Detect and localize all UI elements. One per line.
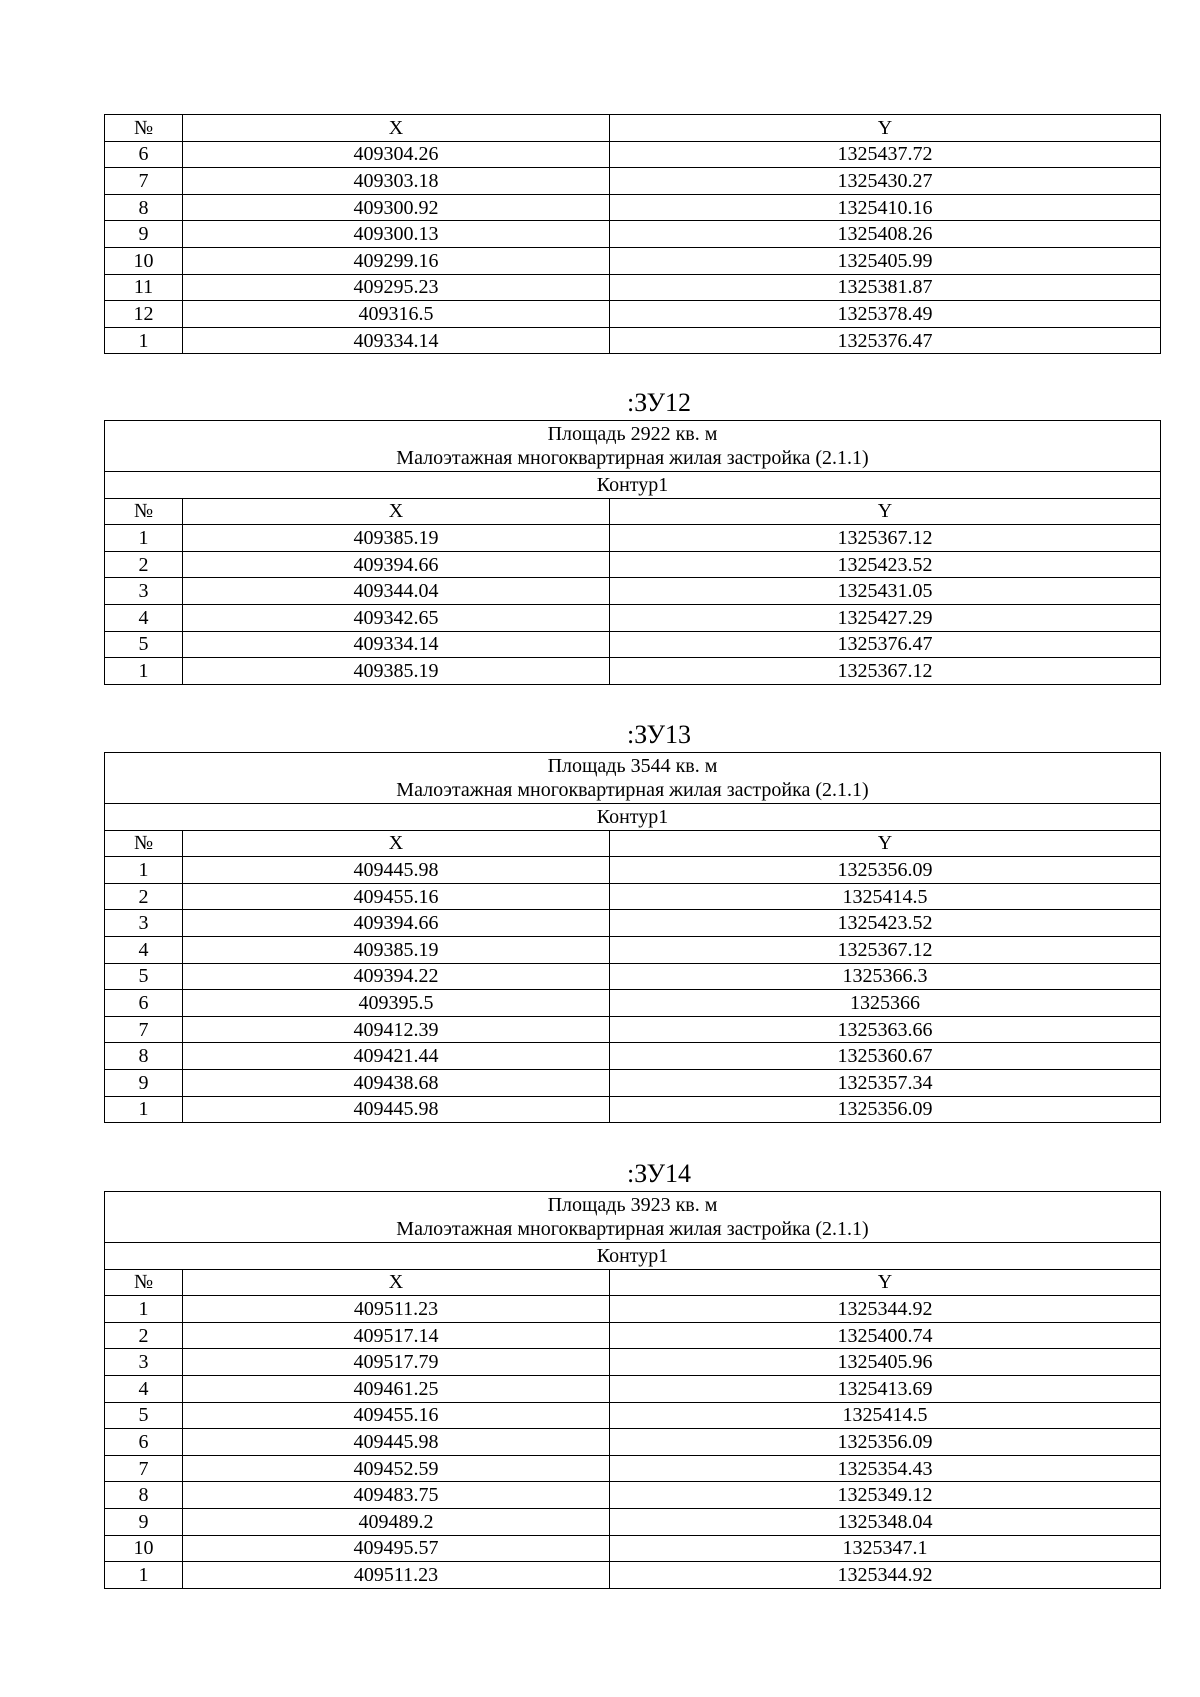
y-value: 1325366	[610, 990, 1161, 1017]
table-row	[105, 883, 1161, 910]
table-row	[105, 1535, 1161, 1562]
point-number: 7	[105, 1455, 183, 1482]
y-value: 1325354.43	[610, 1455, 1161, 1482]
y-value: 1325423.52	[610, 551, 1161, 578]
y-value: 1325400.74	[610, 1322, 1161, 1349]
x-value: 409421.44	[183, 1043, 610, 1070]
column-header-x: X	[183, 1269, 610, 1296]
point-number: 5	[105, 1402, 183, 1429]
point-number: 6	[105, 141, 183, 168]
parcel-info-row	[105, 1192, 1161, 1243]
parcel-table	[104, 1191, 1160, 1589]
y-value: 1325366.3	[610, 963, 1161, 990]
table-row	[105, 301, 1161, 328]
y-value: 1325408.26	[610, 221, 1161, 248]
point-number: 1	[105, 1096, 183, 1123]
x-value: 409489.2	[183, 1508, 610, 1535]
point-number: 5	[105, 963, 183, 990]
column-header-number: №	[105, 498, 183, 525]
table-row	[105, 1562, 1161, 1589]
x-value: 409299.16	[183, 247, 610, 274]
x-value: 409342.65	[183, 604, 610, 631]
point-number: 7	[105, 168, 183, 195]
point-number: 5	[105, 631, 183, 658]
x-value: 409303.18	[183, 168, 610, 195]
contour-label: Контур1	[105, 472, 1161, 499]
table-header-row	[105, 115, 1161, 142]
point-number: 10	[105, 247, 183, 274]
y-value: 1325437.72	[610, 141, 1161, 168]
x-value: 409483.75	[183, 1482, 610, 1509]
x-value: 409445.98	[183, 1096, 610, 1123]
y-value: 1325410.16	[610, 194, 1161, 221]
point-number: 2	[105, 551, 183, 578]
column-header-number: №	[105, 1269, 183, 1296]
y-value: 1325356.09	[610, 1096, 1161, 1123]
point-number: 6	[105, 1429, 183, 1456]
x-value: 409334.14	[183, 327, 610, 354]
coordinates-table-continued	[104, 114, 1160, 354]
y-value: 1325414.5	[610, 883, 1161, 910]
table-row	[105, 194, 1161, 221]
point-number: 4	[105, 604, 183, 631]
y-value: 1325376.47	[610, 327, 1161, 354]
x-value: 409344.04	[183, 578, 610, 605]
table-row	[105, 274, 1161, 301]
parcel-land-use: Малоэтажная многоквартирная жилая застройка (2.1.1)	[396, 779, 869, 801]
point-number: 10	[105, 1535, 183, 1562]
table-row	[105, 1375, 1161, 1402]
point-number: 3	[105, 1349, 183, 1376]
table-row	[105, 247, 1161, 274]
point-number: 1	[105, 327, 183, 354]
x-value: 409385.19	[183, 658, 610, 685]
y-value: 1325414.5	[610, 1402, 1161, 1429]
table-row	[105, 1349, 1161, 1376]
contour-label: Контур1	[105, 1243, 1161, 1270]
table-row	[105, 1429, 1161, 1456]
x-value: 409495.57	[183, 1535, 610, 1562]
column-header-number: №	[105, 830, 183, 857]
table-row	[105, 551, 1161, 578]
y-value: 1325363.66	[610, 1016, 1161, 1043]
table-row	[105, 658, 1161, 685]
point-number: 3	[105, 910, 183, 937]
parcel-land-use: Малоэтажная многоквартирная жилая застройка (2.1.1)	[396, 1218, 869, 1240]
x-value: 409445.98	[183, 857, 610, 884]
table-row	[105, 1069, 1161, 1096]
x-value: 409385.19	[183, 525, 610, 552]
parcel-area: Площадь 3923 кв. м	[547, 1194, 718, 1216]
point-number: 4	[105, 1375, 183, 1402]
parcel-info-cell	[105, 1192, 1161, 1243]
column-header-y: Y	[610, 115, 1161, 142]
y-value: 1325356.09	[610, 1429, 1161, 1456]
contour-row	[105, 472, 1161, 499]
table-row	[105, 1508, 1161, 1535]
point-number: 9	[105, 221, 183, 248]
column-header-x: X	[183, 498, 610, 525]
table-row	[105, 327, 1161, 354]
point-number: 1	[105, 525, 183, 552]
contour-row	[105, 1243, 1161, 1270]
table-row	[105, 1402, 1161, 1429]
column-header-y: Y	[610, 1269, 1161, 1296]
y-value: 1325376.47	[610, 631, 1161, 658]
y-value: 1325378.49	[610, 301, 1161, 328]
column-header-y: Y	[610, 498, 1161, 525]
point-number: 8	[105, 1482, 183, 1509]
parcel-land-use: Малоэтажная многоквартирная жилая застройка (2.1.1)	[396, 447, 869, 469]
y-value: 1325356.09	[610, 857, 1161, 884]
x-value: 409517.14	[183, 1322, 610, 1349]
y-value: 1325360.67	[610, 1043, 1161, 1070]
point-number: 1	[105, 1296, 183, 1323]
parcel-info-row	[105, 421, 1161, 472]
table-row	[105, 1296, 1161, 1323]
table-row	[105, 1096, 1161, 1123]
table-header-row	[105, 498, 1161, 525]
x-value: 409445.98	[183, 1429, 610, 1456]
point-number: 6	[105, 990, 183, 1017]
parcel-info-row	[105, 753, 1161, 804]
column-header-x: X	[183, 115, 610, 142]
y-value: 1325367.12	[610, 658, 1161, 685]
parcel-info-cell	[105, 421, 1161, 472]
y-value: 1325347.1	[610, 1535, 1161, 1562]
point-number: 2	[105, 1322, 183, 1349]
table-row	[105, 141, 1161, 168]
point-number: 8	[105, 194, 183, 221]
x-value: 409300.13	[183, 221, 610, 248]
point-number: 1	[105, 857, 183, 884]
table-row	[105, 525, 1161, 552]
x-value: 409455.16	[183, 883, 610, 910]
x-value: 409304.26	[183, 141, 610, 168]
contour-row	[105, 804, 1161, 831]
column-header-number: №	[105, 115, 183, 142]
point-number: 12	[105, 301, 183, 328]
parcel-title: :ЗУ14	[626, 1159, 691, 1188]
parcel-area: Площадь 2922 кв. м	[547, 423, 718, 445]
parcel-table	[104, 752, 1160, 1123]
table-row	[105, 1455, 1161, 1482]
y-value: 1325413.69	[610, 1375, 1161, 1402]
table-row	[105, 604, 1161, 631]
table-row	[105, 631, 1161, 658]
point-number: 8	[105, 1043, 183, 1070]
x-value: 409334.14	[183, 631, 610, 658]
y-value: 1325427.29	[610, 604, 1161, 631]
x-value: 409394.66	[183, 551, 610, 578]
x-value: 409511.23	[183, 1296, 610, 1323]
table-row	[105, 1322, 1161, 1349]
table-row	[105, 990, 1161, 1017]
table-row	[105, 1043, 1161, 1070]
column-header-y: Y	[610, 830, 1161, 857]
y-value: 1325344.92	[610, 1296, 1161, 1323]
table-row	[105, 936, 1161, 963]
x-value: 409517.79	[183, 1349, 610, 1376]
x-value: 409394.66	[183, 910, 610, 937]
table-row	[105, 963, 1161, 990]
x-value: 409461.25	[183, 1375, 610, 1402]
point-number: 9	[105, 1069, 183, 1096]
table-row	[105, 221, 1161, 248]
point-number: 4	[105, 936, 183, 963]
y-value: 1325357.34	[610, 1069, 1161, 1096]
table-row	[105, 910, 1161, 937]
point-number: 1	[105, 1562, 183, 1589]
x-value: 409316.5	[183, 301, 610, 328]
y-value: 1325344.92	[610, 1562, 1161, 1589]
y-value: 1325405.96	[610, 1349, 1161, 1376]
y-value: 1325405.99	[610, 247, 1161, 274]
y-value: 1325423.52	[610, 910, 1161, 937]
column-header-x: X	[183, 830, 610, 857]
x-value: 409438.68	[183, 1069, 610, 1096]
point-number: 1	[105, 658, 183, 685]
x-value: 409412.39	[183, 1016, 610, 1043]
x-value: 409395.5	[183, 990, 610, 1017]
table-header-row	[105, 1269, 1161, 1296]
table-row	[105, 1482, 1161, 1509]
x-value: 409385.19	[183, 936, 610, 963]
table-row	[105, 857, 1161, 884]
point-number: 9	[105, 1508, 183, 1535]
point-number: 11	[105, 274, 183, 301]
point-number: 7	[105, 1016, 183, 1043]
y-value: 1325367.12	[610, 936, 1161, 963]
point-number: 3	[105, 578, 183, 605]
x-value: 409300.92	[183, 194, 610, 221]
x-value: 409455.16	[183, 1402, 610, 1429]
x-value: 409452.59	[183, 1455, 610, 1482]
parcel-title: :ЗУ12	[626, 388, 691, 417]
point-number: 2	[105, 883, 183, 910]
y-value: 1325349.12	[610, 1482, 1161, 1509]
table-row	[105, 578, 1161, 605]
y-value: 1325367.12	[610, 525, 1161, 552]
y-value: 1325431.05	[610, 578, 1161, 605]
table-row	[105, 168, 1161, 195]
y-value: 1325430.27	[610, 168, 1161, 195]
parcel-title: :ЗУ13	[626, 720, 691, 749]
x-value: 409295.23	[183, 274, 610, 301]
parcel-info-cell	[105, 753, 1161, 804]
x-value: 409394.22	[183, 963, 610, 990]
y-value: 1325381.87	[610, 274, 1161, 301]
parcel-area: Площадь 3544 кв. м	[547, 755, 718, 777]
y-value: 1325348.04	[610, 1508, 1161, 1535]
contour-label: Контур1	[105, 804, 1161, 831]
table-header-row	[105, 830, 1161, 857]
parcel-table	[104, 420, 1160, 685]
table-row	[105, 1016, 1161, 1043]
x-value: 409511.23	[183, 1562, 610, 1589]
